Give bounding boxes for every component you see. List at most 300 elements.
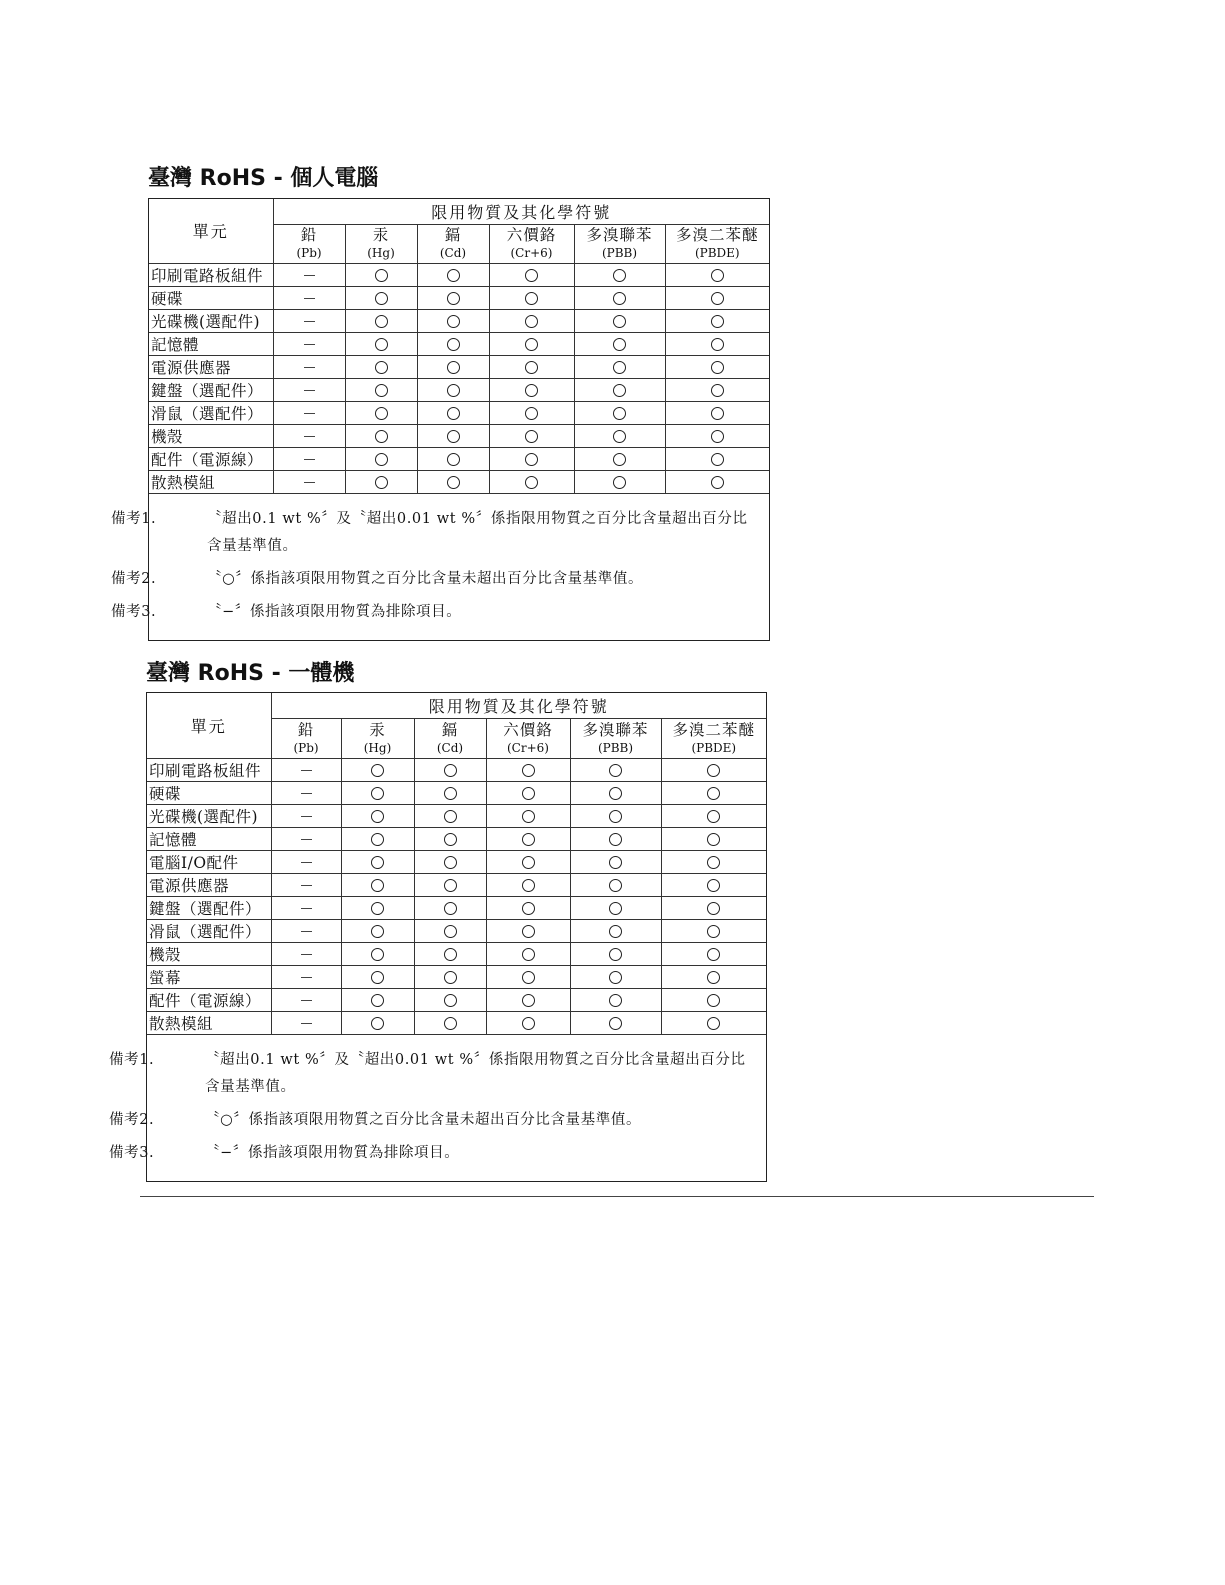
mark-cell [341,988,414,1011]
circle-mark-icon [444,994,457,1007]
circle-mark-icon [522,856,535,869]
mark-cell [414,942,486,965]
mark-cell [574,378,665,401]
unit-name: 配件（電源線） [147,988,271,1011]
unit-name: 印刷電路板組件 [149,263,273,286]
substance-symbol: (Cd) [436,740,464,755]
notes-block [111,494,769,640]
circle-mark-icon [447,361,460,374]
circle-mark-icon [447,407,460,420]
note-prefix: 備考3. [111,603,157,620]
table-row [147,1011,766,1034]
mark-cell [271,873,341,896]
mark-cell [271,919,341,942]
mark-cell [417,378,489,401]
unit-name: 機殼 [149,424,273,447]
unit-name: 光碟機(選配件) [149,309,273,332]
mark-cell [489,309,574,332]
mark-cell [661,873,766,896]
mark-cell [417,355,489,378]
mark-cell [489,447,574,470]
mark-cell [489,286,574,309]
substance-header [271,718,341,758]
circle-mark-icon [613,292,626,305]
rohs-table [149,199,769,494]
circle-mark-icon [707,764,720,777]
circle-mark-icon [609,925,622,938]
mark-cell [665,263,769,286]
mark-cell [570,827,661,850]
table-row [149,332,769,355]
mark-cell [271,896,341,919]
mark-cell [570,804,661,827]
rohs-section-pc [111,162,770,641]
mark-cell [417,332,489,355]
mark-cell [661,850,766,873]
substance-name: 鎘 [444,226,462,244]
mark-cell [271,850,341,873]
circle-mark-icon [447,476,460,489]
mark-cell [489,424,574,447]
circle-mark-icon [371,764,384,777]
mark-cell [661,758,766,781]
mark-cell [273,355,345,378]
circle-mark-icon [711,453,724,466]
table-row [149,470,769,493]
circle-mark-icon [371,810,384,823]
footer-divider [140,1196,1094,1197]
circle-mark-icon [444,856,457,869]
mark-cell [661,827,766,850]
circle-mark-icon [609,879,622,892]
circle-mark-icon [371,856,384,869]
circle-mark-icon [447,269,460,282]
unit-name: 記憶體 [147,827,271,850]
note-text: 〝○〞係指該項限用物質之百分比含量未超出百分比含量基準值。 [207,570,644,587]
mark-cell [570,781,661,804]
mark-cell [574,447,665,470]
dash-mark-icon [301,977,312,978]
circle-mark-icon [444,948,457,961]
mark-cell [271,1011,341,1034]
circle-mark-icon [371,833,384,846]
mark-cell [273,378,345,401]
dash-mark-icon [301,1023,312,1024]
mark-cell [665,447,769,470]
notes-block [109,1035,766,1181]
mark-cell [271,942,341,965]
mark-cell [570,896,661,919]
mark-cell [486,896,570,919]
mark-cell [570,758,661,781]
circle-mark-icon [525,453,538,466]
unit-name: 電腦I/O配件 [147,850,271,873]
circle-mark-icon [371,879,384,892]
dash-mark-icon [301,816,312,817]
substance-symbol: (Cr+6) [510,246,553,260]
dash-mark-icon [304,459,315,460]
substance-group-header: 限用物質及其化學符號 [271,693,766,718]
note-item [109,1107,756,1134]
mark-cell [661,781,766,804]
mark-cell [570,988,661,1011]
mark-cell [661,804,766,827]
unit-name: 印刷電路板組件 [147,758,271,781]
mark-cell [414,850,486,873]
mark-cell [489,355,574,378]
circle-mark-icon [711,292,724,305]
substance-header [273,224,345,263]
mark-cell [271,827,341,850]
circle-mark-icon [525,476,538,489]
table-row [147,988,766,1011]
mark-cell [345,332,417,355]
dash-mark-icon [301,954,312,955]
circle-mark-icon [609,948,622,961]
circle-mark-icon [444,1017,457,1030]
mark-cell [570,919,661,942]
circle-mark-icon [447,453,460,466]
unit-name: 光碟機(選配件) [147,804,271,827]
circle-mark-icon [711,361,724,374]
mark-cell [414,965,486,988]
circle-mark-icon [711,430,724,443]
circle-mark-icon [711,315,724,328]
dash-mark-icon [301,793,312,794]
circle-mark-icon [444,810,457,823]
mark-cell [417,286,489,309]
circle-mark-icon [613,338,626,351]
circle-mark-icon [609,994,622,1007]
unit-name: 電源供應器 [149,355,273,378]
mark-cell [417,424,489,447]
mark-cell [489,263,574,286]
circle-mark-icon [444,902,457,915]
circle-mark-icon [444,925,457,938]
mark-cell [417,401,489,424]
note-prefix: 備考1. [109,1051,155,1068]
dash-mark-icon [301,885,312,886]
circle-mark-icon [375,315,388,328]
circle-mark-icon [444,787,457,800]
unit-name: 電源供應器 [147,873,271,896]
mark-cell [489,378,574,401]
circle-mark-icon [375,384,388,397]
circle-mark-icon [613,384,626,397]
circle-mark-icon [522,810,535,823]
mark-cell [570,873,661,896]
mark-cell [665,309,769,332]
mark-cell [341,942,414,965]
table-row [149,263,769,286]
note-item [111,566,759,593]
circle-mark-icon [447,292,460,305]
mark-cell [661,965,766,988]
dash-mark-icon [304,390,315,391]
mark-cell [345,470,417,493]
dash-mark-icon [301,908,312,909]
circle-mark-icon [371,787,384,800]
mark-cell [486,1011,570,1034]
substance-header [665,224,769,263]
circle-mark-icon [375,453,388,466]
substance-header [486,718,570,758]
substance-name: 多溴聯苯 [582,720,649,739]
mark-cell [574,470,665,493]
circle-mark-icon [711,338,724,351]
unit-name: 硬碟 [149,286,273,309]
circle-mark-icon [371,948,384,961]
mark-cell [341,873,414,896]
mark-cell [661,1011,766,1034]
circle-mark-icon [375,407,388,420]
dash-mark-icon [301,1000,312,1001]
circle-mark-icon [707,856,720,869]
mark-cell [271,804,341,827]
circle-mark-icon [609,810,622,823]
mark-cell [341,804,414,827]
mark-cell [574,424,665,447]
unit-name: 鍵盤（選配件） [149,378,273,401]
substance-symbol: (Cd) [439,246,467,260]
circle-mark-icon [609,902,622,915]
table-row [147,827,766,850]
substance-name: 六價鉻 [506,226,557,244]
circle-mark-icon [525,292,538,305]
circle-mark-icon [613,269,626,282]
dash-mark-icon [301,839,312,840]
substance-name: 汞 [372,226,390,244]
table-row [147,965,766,988]
note-text: 〝−〞係指該項限用物質為排除項目。 [207,603,462,620]
mark-cell [414,827,486,850]
note-prefix: 備考3. [109,1144,155,1161]
note-text: 〝○〞係指該項限用物質之百分比含量未超出百分比含量基準值。 [205,1111,642,1128]
substance-header [570,718,661,758]
mark-cell [345,401,417,424]
circle-mark-icon [525,430,538,443]
table-row [149,286,769,309]
mark-cell [341,850,414,873]
circle-mark-icon [447,338,460,351]
mark-cell [574,286,665,309]
substance-header [414,718,486,758]
circle-mark-icon [371,994,384,1007]
mark-cell [345,378,417,401]
rohs-table [147,693,766,1035]
mark-cell [665,424,769,447]
circle-mark-icon [613,407,626,420]
dash-mark-icon [304,298,315,299]
note-prefix: 備考1. [111,510,157,527]
unit-name: 滑鼠（選配件） [149,401,273,424]
circle-mark-icon [609,764,622,777]
table-row [147,758,766,781]
substance-symbol: (PBB) [597,740,634,755]
mark-cell [417,263,489,286]
substance-name: 多溴聯苯 [586,226,653,244]
circle-mark-icon [613,361,626,374]
dash-mark-icon [304,344,315,345]
substance-name: 多溴二苯醚 [676,226,759,244]
mark-cell [570,965,661,988]
mark-cell [570,1011,661,1034]
circle-mark-icon [613,476,626,489]
unit-name: 散熱模組 [149,470,273,493]
mark-cell [341,827,414,850]
circle-mark-icon [444,879,457,892]
table-row [147,850,766,873]
substance-header [417,224,489,263]
section-title: 臺灣 RoHS - 一體機 [146,661,355,686]
mark-cell [661,919,766,942]
circle-mark-icon [522,879,535,892]
unit-name: 配件（電源線） [149,447,273,470]
mark-cell [486,781,570,804]
circle-mark-icon [613,315,626,328]
circle-mark-icon [707,971,720,984]
note-text: 〝−〞係指該項限用物質為排除項目。 [205,1144,460,1161]
mark-cell [665,332,769,355]
circle-mark-icon [375,269,388,282]
note-item [109,1140,756,1167]
note-prefix: 備考2. [109,1111,155,1128]
circle-mark-icon [522,833,535,846]
dash-mark-icon [304,367,315,368]
dash-mark-icon [304,436,315,437]
circle-mark-icon [375,430,388,443]
mark-cell [489,470,574,493]
mark-cell [486,827,570,850]
mark-cell [417,309,489,332]
substance-name: 鉛 [297,720,315,739]
unit-name: 機殼 [147,942,271,965]
mark-cell [273,309,345,332]
circle-mark-icon [707,879,720,892]
table-row [147,873,766,896]
circle-mark-icon [522,925,535,938]
dash-mark-icon [304,482,315,483]
mark-cell [414,873,486,896]
table-row [147,781,766,804]
circle-mark-icon [371,925,384,938]
table-row [149,378,769,401]
circle-mark-icon [609,833,622,846]
mark-cell [486,942,570,965]
unit-name: 滑鼠（選配件） [147,919,271,942]
substance-header [345,224,417,263]
circle-mark-icon [609,787,622,800]
substance-symbol: (PBDE) [691,740,737,755]
substance-symbol: (Hg) [367,246,395,260]
mark-cell [273,470,345,493]
dash-mark-icon [304,321,315,322]
circle-mark-icon [525,361,538,374]
substance-symbol: (Hg) [363,740,392,755]
note-item [111,599,759,626]
circle-mark-icon [609,971,622,984]
mark-cell [574,332,665,355]
dash-mark-icon [304,275,315,276]
mark-cell [345,424,417,447]
circle-mark-icon [522,994,535,1007]
substance-name: 六價鉻 [503,720,553,739]
circle-mark-icon [707,1017,720,1030]
dash-mark-icon [301,931,312,932]
table-row [149,447,769,470]
mark-cell [273,332,345,355]
mark-cell [665,470,769,493]
circle-mark-icon [613,453,626,466]
mark-cell [414,919,486,942]
mark-cell [341,965,414,988]
mark-cell [271,758,341,781]
substance-symbol: (Pb) [296,246,322,260]
table-row [147,919,766,942]
circle-mark-icon [375,476,388,489]
mark-cell [486,919,570,942]
circle-mark-icon [444,833,457,846]
circle-mark-icon [525,269,538,282]
circle-mark-icon [525,315,538,328]
substance-symbol: (PBDE) [694,246,740,260]
unit-header: 單元 [147,693,271,758]
rohs-table-frame [111,198,770,641]
substance-symbol: (PBB) [601,246,638,260]
mark-cell [414,1011,486,1034]
mark-cell [661,942,766,965]
mark-cell [574,401,665,424]
circle-mark-icon [447,315,460,328]
substance-header [489,224,574,263]
unit-name: 鍵盤（選配件） [147,896,271,919]
circle-mark-icon [707,787,720,800]
circle-mark-icon [444,764,457,777]
mark-cell [665,355,769,378]
mark-cell [414,781,486,804]
note-prefix: 備考2. [111,570,157,587]
circle-mark-icon [522,971,535,984]
mark-cell [486,804,570,827]
substance-name: 鎘 [441,720,459,739]
table-row [149,424,769,447]
table-row [147,896,766,919]
circle-mark-icon [375,292,388,305]
dash-mark-icon [301,770,312,771]
mark-cell [486,965,570,988]
mark-cell [345,263,417,286]
table-row [149,401,769,424]
mark-cell [417,447,489,470]
mark-cell [273,286,345,309]
unit-name: 螢幕 [147,965,271,988]
circle-mark-icon [522,1017,535,1030]
mark-cell [273,424,345,447]
mark-cell [273,401,345,424]
mark-cell [486,873,570,896]
unit-name: 記憶體 [149,332,273,355]
substance-header [574,224,665,263]
mark-cell [665,401,769,424]
circle-mark-icon [371,971,384,984]
note-item [111,506,759,560]
mark-cell [345,309,417,332]
substance-name: 鉛 [300,226,318,244]
table-row [147,804,766,827]
mark-cell [345,447,417,470]
circle-mark-icon [609,1017,622,1030]
mark-cell [414,804,486,827]
